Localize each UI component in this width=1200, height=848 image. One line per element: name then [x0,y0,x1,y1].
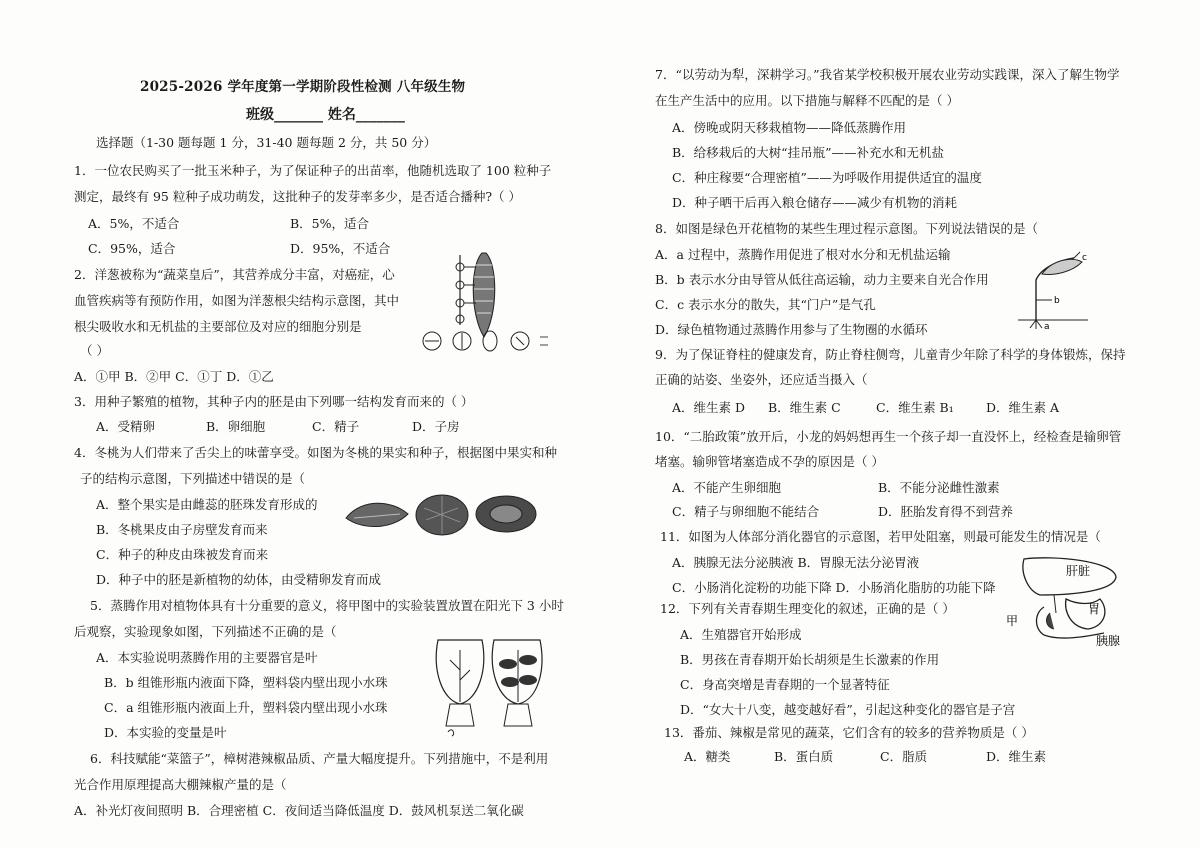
q7-option-c: C．种庄稼要“合理密植”——为呼吸作用提供适宜的温度 [672,170,982,185]
q2-line-2: 血管疾病等有预防作用，如图为洋葱根尖结构示意图，其中 [74,293,400,308]
q5-option-a: A．本实验说明蒸腾作用的主要器官是叶 [96,650,318,665]
class-name-line: 班级_______ 姓名_______ [246,107,405,123]
q1-option-b: B．5%，适合 [290,216,370,231]
q4-option-c: C．种子的种皮由珠被发育而来 [96,547,269,562]
q8-option-c: C．c 表示水分的散失，其“门户”是气孔 [655,297,876,312]
q7-line-2: 在生产生活中的应用。以下措施与解释不匹配的是（ ） [655,93,959,108]
fig-label-b: b [1054,296,1060,306]
q2-options: A．①甲 B．②甲 C．①丁 D．①乙 [74,369,274,384]
q10-option-b: B．不能分泌雌性激素 [878,480,1000,495]
q9-option-c: C．维生素 B₁ [876,400,954,415]
fig-label-a: a [1044,322,1050,330]
q9-option-b: B．维生素 C [768,400,841,415]
q13-option-c: C．脂质 [880,749,928,764]
q4-option-a: A．整个果实是由雌蕊的胚珠发育形成的 [96,497,318,512]
q2-line-3: 根尖吸收水和无机盐的主要部位及对应的细胞分别是 [74,319,362,334]
q1-option-d: D．95%，不适合 [290,241,391,256]
q9-option-d: D．维生素 A [986,400,1060,415]
exam-title: 2025-2026 学年度第一学期阶段性检测 八年级生物 [140,79,466,95]
q13-option-d: D．维生素 [986,749,1047,764]
q10-line-2: 堵塞。输卵管堵塞造成不孕的原因是（ ） [655,454,884,469]
q10-option-c: C．精子与卵细胞不能结合 [672,504,820,519]
fig-label-jia: 甲 [1006,614,1019,628]
q9-line-1: 9．为了保证脊柱的健康发育，防止脊柱侧弯，儿童青少年除了科学的身体锻炼，保持 [655,347,1126,362]
transpiration-experiment-figure [432,630,552,740]
q5-option-b: B．b 组锥形瓶内液面下降，塑料袋内壁出现小水珠 [104,675,388,690]
q10-line-1: 10．“二胎政策”放开后，小龙的妈妈想再生一个孩子却一直没怀上，经检查是输卵管 [655,429,1122,444]
q4-line-1: 4．冬桃为人们带来了舌尖上的味蕾享受。如图为冬桃的果实和种子，根据图中果实和种 [74,445,557,460]
plant-process-figure [1012,250,1102,330]
q1-line-1: 1．一位农民购买了一批玉米种子，为了保证种子的出苗率，他随机选取了 100 粒种子 [74,163,552,178]
q9-option-a: A．维生素 D [672,400,746,415]
instructions: 选择题（1-30 题每题 1 分，31-40 题每题 2 分，共 50 分） [96,135,437,150]
q2-line-4: （ ） [80,343,109,358]
fig-label-pancreas: 胰腺 [1096,634,1121,648]
q8-option-b: B．b 表示水分由导管从低往高运输，动力主要来自光合作用 [655,272,989,287]
fig-label-liver: 肝脏 [1066,564,1091,578]
digestive-organs-figure [1004,555,1134,650]
q5-option-d: D．本实验的变量是叶 [104,725,227,740]
q8-option-d: D．绿色植物通过蒸腾作用参与了生物圈的水循环 [655,322,928,337]
q13-option-b: B．蛋白质 [774,749,834,764]
q1-option-a: A．5%，不适合 [88,216,180,231]
q12-option-d: D．“女大十八变，越变越好看”，引起这种变化的器官是子宫 [680,702,1016,717]
q13-option-a: A．糖类 [684,749,731,764]
q11-stem: 11．如图为人体部分消化器官的示意图，若甲处阻塞，则最可能发生的情况是（ [660,529,1101,544]
q7-option-d: D．种子晒干后再入粮仓储存——减少有机物的消耗 [672,195,958,210]
q11-option-ab: A．胰腺无法分泌胰液 B．胃腺无法分泌胃液 [672,555,920,570]
fig-label-c: c [1082,253,1087,263]
q10-option-d: D．胚胎发育得不到营养 [878,504,1014,519]
q3-option-c: C．精子 [312,419,360,434]
q4-option-d: D．种子中的胚是新植物的幼体，由受精卵发育而成 [96,572,382,587]
q2-line-1: 2．洋葱被称为“蔬菜皇后”，其营养成分丰富，对癌症，心 [74,267,395,282]
q5-option-c: C．a 组锥形瓶内液面上升，塑料袋内壁出现小水珠 [104,700,388,715]
q12-option-b: B．男孩在青春期开始长胡须是生长激素的作用 [680,652,940,667]
q8-stem: 8．如图是绿色开花植物的某些生理过程示意图。下列说法错误的是（ [655,221,1038,236]
q4-option-b: B．冬桃果皮由子房壁发育而来 [96,522,268,537]
q11-option-cd: C．小肠消化淀粉的功能下降 D．小肠消化脂肪的功能下降 [672,580,996,595]
q3-stem: 3．用种子繁殖的植物，其种子内的胚是由下列哪一结构发育而来的（ ） [74,394,474,409]
q3-option-b: B．卵细胞 [206,419,266,434]
q12-option-a: A．生殖器官开始形成 [680,627,802,642]
q7-option-a: A．傍晚或阴天移栽植物——降低蒸腾作用 [672,120,907,135]
fig-label-stomach: 胃 [1088,602,1101,616]
q6-options: A．补光灯夜间照明 B．合理密植 C．夜间适当降低温度 D．鼓风机泵送二氧化碳 [74,803,524,818]
q1-option-c: C．95%，适合 [88,241,176,256]
q5-line-2: 后观察，实验现象如图，下列描述不正确的是（ [74,624,337,639]
q3-option-d: D．子房 [412,419,460,434]
q3-option-a: A．受精卵 [96,419,156,434]
q12-stem: 12．下列有关青春期生理变化的叙述，正确的是（ ） [660,601,955,616]
q7-option-b: B．给移栽后的大树“挂吊瓶”——补充水和无机盐 [672,145,944,160]
q7-line-1: 7．“以劳动为犁，深耕学习。”我省某学校积极开展农业劳动实践课，深入了解生物学 [655,67,1120,82]
q8-option-a: A．a 过程中，蒸腾作用促进了根对水分和无机盐运输 [655,247,951,262]
peach-fruit-seed-figure [342,490,542,540]
onion-root-tip-figure [420,245,560,370]
q13-stem: 13．番茄、辣椒是常见的蔬菜，它们含有的较多的营养物质是（ ） [664,725,1034,740]
q4-line-2: 子的结构示意图，下列描述中错误的是（ [80,471,306,486]
q10-option-a: A．不能产生卵细胞 [672,480,782,495]
q6-line-2: 光合作用原理提高大棚辣椒产量的是（ [74,777,287,792]
q6-line-1: 6．科技赋能“菜篮子”，樟树港辣椒品质、产量大幅度提升。下列措施中，不是利用 [90,751,549,766]
q5-line-1: 5．蒸腾作用对植物体具有十分重要的意义，将甲图中的实验装置放置在阳光下 3 小时 [90,598,564,613]
q1-line-2: 测定，最终有 95 粒种子成功萌发，这批种子的发芽率多少，是否适合播种?（ ） [74,189,522,204]
q12-option-c: C．身高突增是青春期的一个显著特征 [680,677,890,692]
q9-line-2: 正确的站姿、坐姿外，还应适当摄入（ [655,372,868,387]
